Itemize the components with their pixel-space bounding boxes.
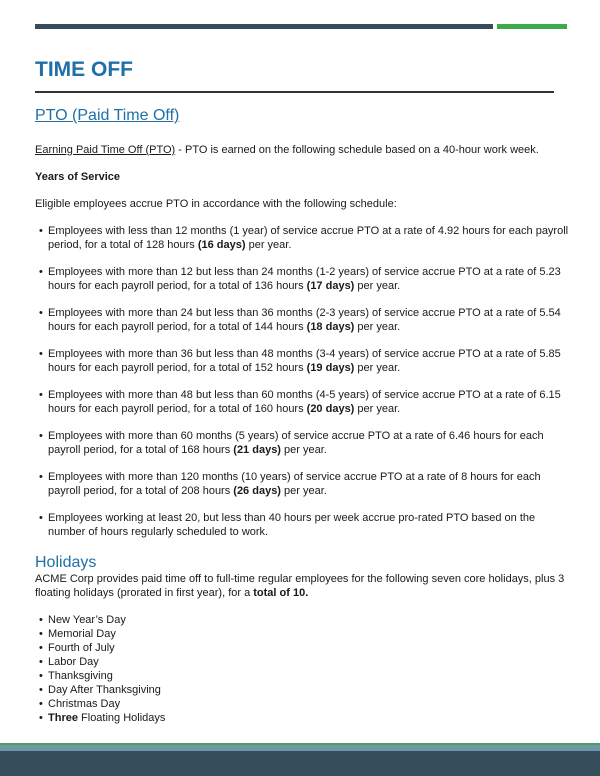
- pto-intro: [35, 143, 575, 157]
- list-item: • Fourth of July: [35, 641, 575, 655]
- list-item: • Employees with more than 24 but less than 36 months (2-3 years) of service accrue PTO at a rate of 5.54 hours for each payroll period, for a total of 144 hours (18 days) per year.: [35, 306, 575, 334]
- list-item: • Three Floating Holidays: [35, 711, 575, 725]
- divider: [35, 91, 554, 93]
- header-accent-bar: [497, 24, 567, 29]
- schedule-lead: Eligible employees accrue PTO in accordance with the following schedule:: [35, 198, 397, 210]
- years-of-service-heading: Years of Service: [35, 171, 121, 183]
- pto-intro-link[interactable]: Earning Paid Time Off (PTO): [35, 144, 176, 156]
- holidays-heading: Holidays: [35, 554, 97, 571]
- document-body: [35, 106, 575, 725]
- pto-intro-text: - PTO is earned on the following schedule based on a 40-hour work week.: [175, 144, 539, 156]
- holidays-list: [35, 613, 575, 725]
- list-item: • Labor Day: [35, 655, 575, 669]
- footer-bar: [0, 751, 600, 776]
- page-title: TIME OFF: [35, 58, 133, 81]
- holidays-intro: ACME Corp provides paid time off to full-time regular employees for the following seven core holidays, plus 3 floating holidays (prorated in first year), for a total of 10.: [35, 573, 565, 599]
- list-item: • Employees with more than 36 but less than 48 months (3-4 years) of service accrue PTO at a rate of 5.85 hours for each payroll period, for a total of 152 hours (19 days) per year.: [35, 347, 575, 375]
- pto-schedule-list: [35, 224, 575, 539]
- list-item: • Employees working at least 20, but less than 40 hours per week accrue pro-rated PTO based on the number of hours regularly scheduled to work.: [35, 511, 575, 539]
- list-item: • Christmas Day: [35, 697, 575, 711]
- list-item: • Employees with more than 60 months (5 years) of service accrue PTO at a rate of 6.46 hours for each payroll period, for a total of 168 hours (21 days) per year.: [35, 429, 575, 457]
- list-item: • Employees with more than 120 months (10 years) of service accrue PTO at a rate of 8 hours for each payroll period, for a total of 208 hours (26 days) per year.: [35, 470, 575, 498]
- list-item: • Memorial Day: [35, 627, 575, 641]
- list-item: • New Year’s Day: [35, 613, 575, 627]
- header-bar: [35, 24, 493, 29]
- list-item: • Thanksgiving: [35, 669, 575, 683]
- list-item: • Employees with more than 12 but less than 24 months (1-2 years) of service accrue PTO at a rate of 5.23 hours for each payroll period, for a total of 136 hours (17 days) per year.: [35, 265, 575, 293]
- list-item: • Employees with less than 12 months (1 year) of service accrue PTO at a rate of 4.92 hours for each payroll period, for a total of 128 hours (16 days) per year.: [35, 224, 575, 252]
- list-item: • Employees with more than 48 but less than 60 months (4-5 years) of service accrue PTO at a rate of 6.15 hours for each payroll period, for a total of 160 hours (20 days) per year.: [35, 388, 575, 416]
- list-item: • Day After Thanksgiving: [35, 683, 575, 697]
- pto-heading[interactable]: PTO (Paid Time Off): [35, 107, 180, 124]
